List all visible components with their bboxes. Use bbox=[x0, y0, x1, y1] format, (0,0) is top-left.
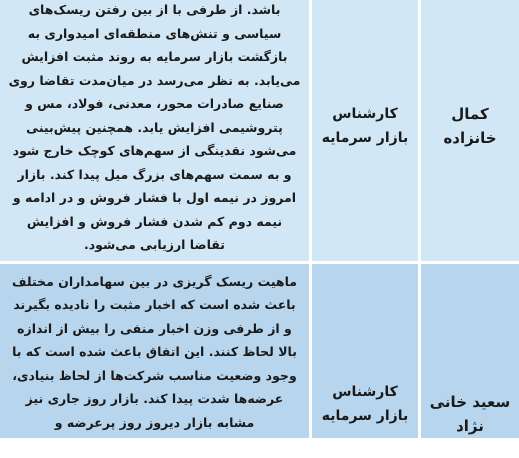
expert-name: سعید خانی نژاد bbox=[418, 264, 519, 442]
expert-opinion-text: ماهیت ریسک گریزی در بین سهامداران مختلف باعث شده است که اخبار مثبت را نادیده بگیرند و از طرفی وزن اخبار منفی را بیش از اندازه بالا لحاظ کنند. این اتفاق باعث شده است که با وجود وضعیت مناسب شرکت‌ها از لحاظ بنیادی، عرضه‌ها شدت پیدا کند. بازار روز جاری نیز مشابه بازار دیروز روز پرعرضه و bbox=[0, 264, 309, 442]
expert-name: کمال خانزاده bbox=[418, 0, 519, 264]
expert-role: کارشناس بازار سرمایه bbox=[309, 0, 418, 264]
expert-role: کارشناس بازار سرمایه bbox=[309, 264, 418, 442]
table-row bbox=[0, 264, 519, 442]
expert-opinion-text: باشد. از طرفی با از بین رفتن ریسک‌های سیاسی و تنش‌های منطقه‌ای امیدواری به بازگشت بازار سرمایه به روند مثبت افزایش می‌یابد. به نظر می‌رسد در میان‌مدت تقاضا روی صنایع صادرات محور، معدنی، فولاد، مس و پتروشیمی افزایش یابد. همچنین پیش‌بینی می‌شود نقدینگی از سهم‌های کوچک خارج شود و به سمت سهم‌های بزرگ میل پیدا کند. بازار امروز در نیمه اول با فشار فروش و در ادامه و نیمه دوم کم شدن فشار فروش و افزایش تقاضا ارزیابی می‌شود. bbox=[0, 0, 309, 264]
